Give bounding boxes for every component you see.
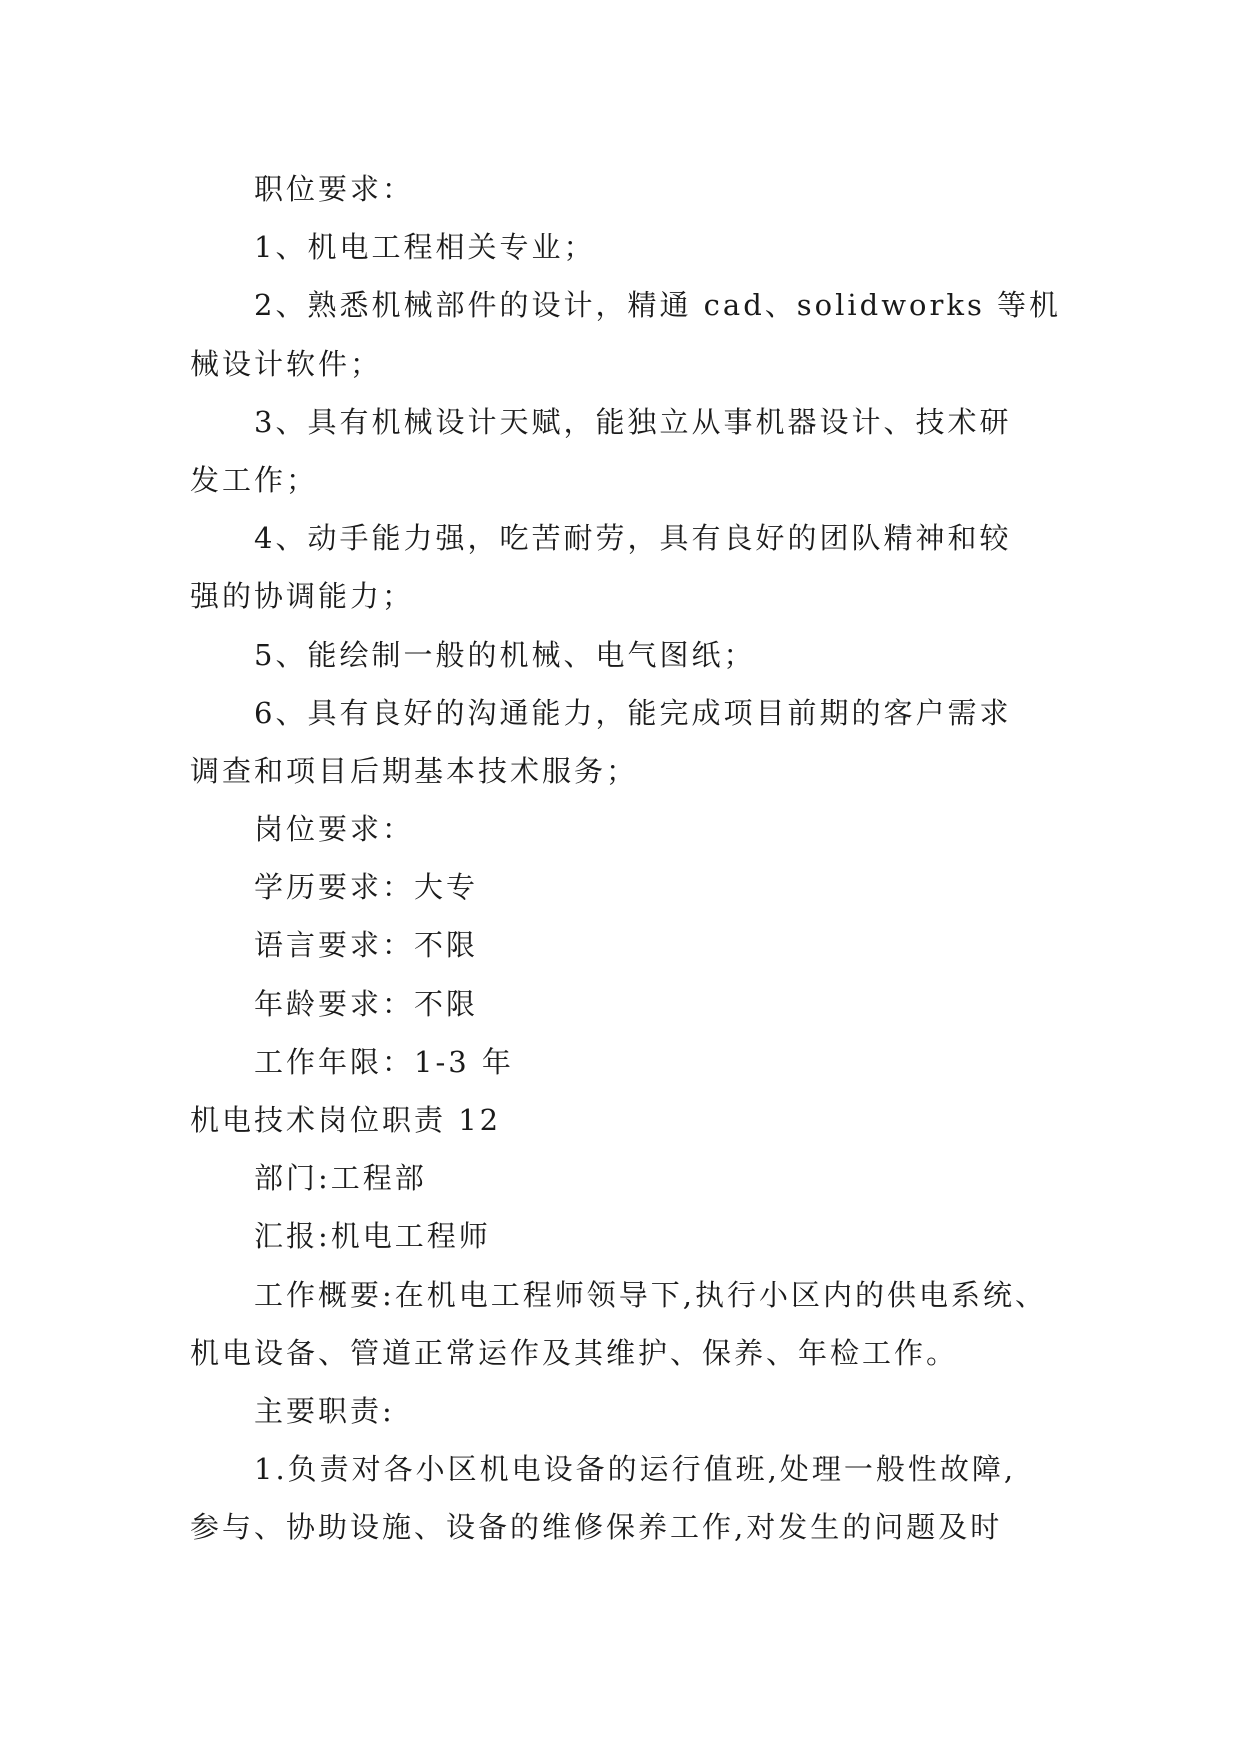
requirement-age: 年龄要求：不限 bbox=[254, 986, 479, 1021]
section-heading-main-duties: 主要职责: bbox=[254, 1393, 395, 1428]
paragraph-line: 1.负责对各小区机电设备的运行值班,处理一般性故障, bbox=[254, 1452, 1017, 1487]
requirement-experience: 工作年限：1-3 年 bbox=[254, 1044, 514, 1079]
paragraph-line: 强的协调能力； bbox=[190, 579, 415, 614]
paragraph-line: 机电设备、管道正常运作及其维护、保养、年检工作。 bbox=[190, 1335, 959, 1370]
paragraph-line: 参与、协助设施、设备的维修保养工作,对发生的问题及时 bbox=[190, 1510, 1003, 1545]
section-heading-post-requirements: 岗位要求： bbox=[254, 812, 415, 847]
requirement-language: 语言要求：不限 bbox=[254, 928, 479, 963]
paragraph-line: 工作概要:在机电工程师领导下,执行小区内的供电系统、 bbox=[254, 1277, 1047, 1312]
paragraph-line: 4、动手能力强，吃苦耐劳，具有良好的团队精神和较 bbox=[254, 521, 1012, 556]
paragraph-line: 发工作； bbox=[190, 462, 319, 497]
document-body bbox=[190, 160, 1062, 1557]
department-line: 部门:工程部 bbox=[254, 1161, 427, 1196]
section-heading-job-requirements: 职位要求： bbox=[254, 172, 415, 206]
paragraph-line: 1、机电工程相关专业； bbox=[254, 230, 596, 265]
paragraph-line: 调查和项目后期基本技术服务； bbox=[190, 753, 639, 788]
paragraph-line: 6、具有良好的沟通能力，能完成项目前期的客户需求 bbox=[254, 695, 1012, 730]
paragraph-line: 2、熟悉机械部件的设计，精通 cad、solidworks 等机 bbox=[254, 288, 1062, 323]
paragraph-line: 5、能绘制一般的机械、电气图纸； bbox=[254, 637, 756, 672]
requirement-education: 学历要求：大专 bbox=[254, 870, 479, 905]
paragraph-line: 3、具有机械设计天赋，能独立从事机器设计、技术研 bbox=[254, 404, 1012, 439]
reports-to-line: 汇报:机电工程师 bbox=[254, 1219, 491, 1254]
paragraph-line: 械设计软件； bbox=[190, 346, 383, 381]
section-title: 机电技术岗位职责 12 bbox=[190, 1103, 502, 1137]
